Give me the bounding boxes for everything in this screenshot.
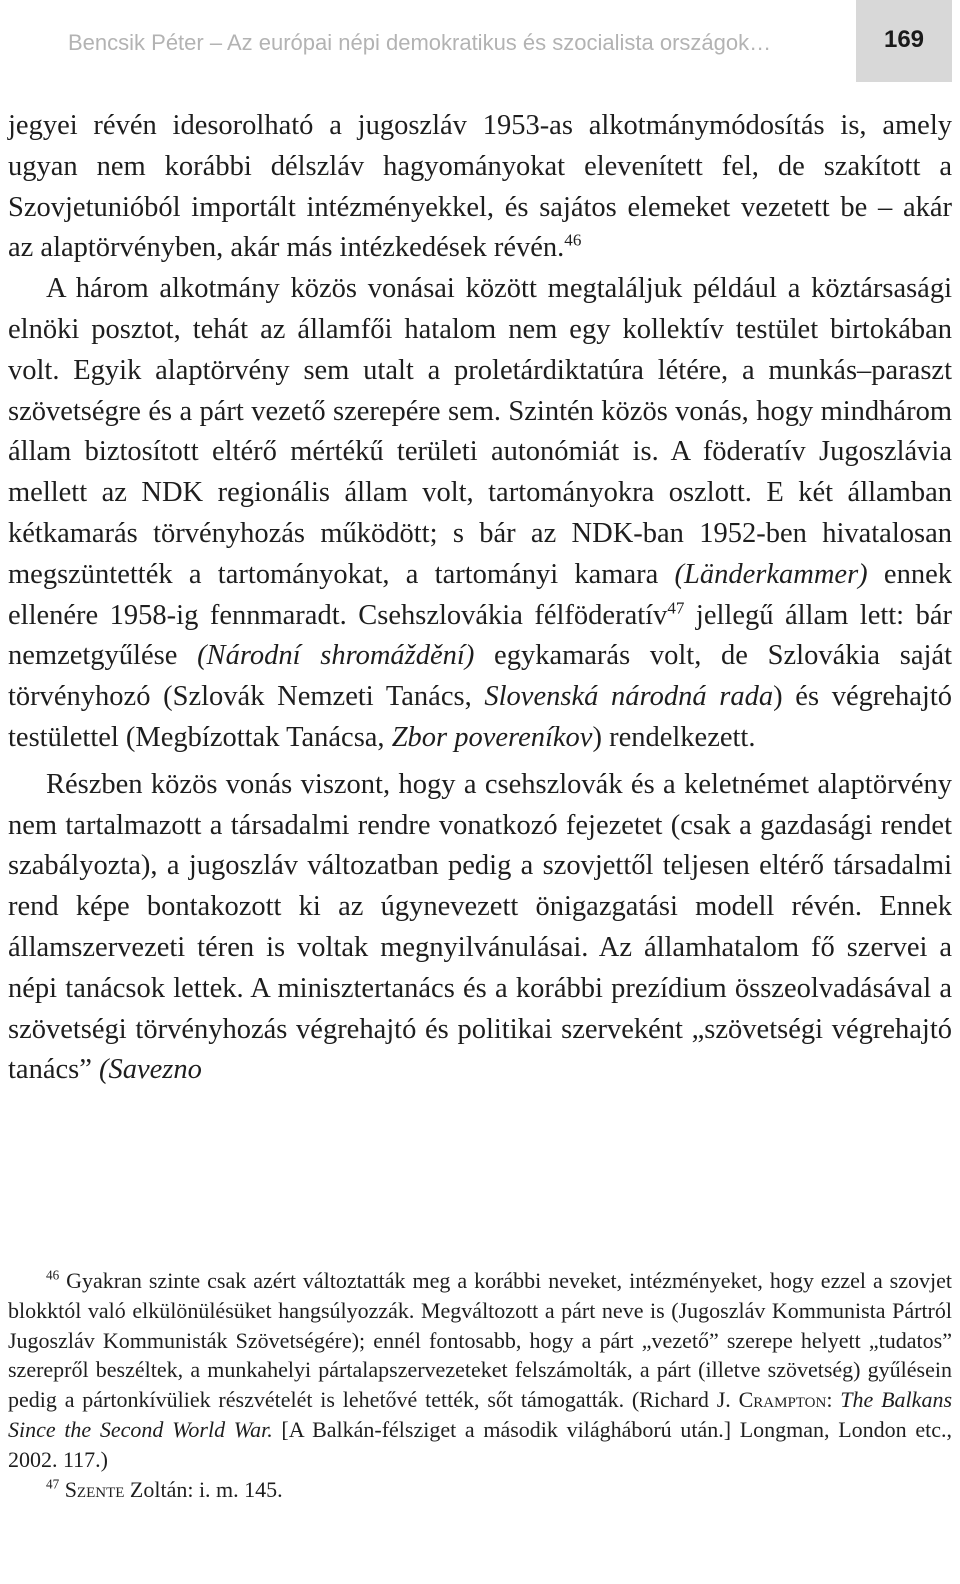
page-number: 169 bbox=[856, 0, 952, 82]
footnote-47: $^{47}$ Szente Zoltán: i. m. 145. bbox=[46, 1476, 283, 1502]
page-header bbox=[0, 0, 960, 82]
body-text bbox=[8, 106, 952, 1091]
paragraph-common-features: A három alkotmány közös vonásai között megtaláljuk például a köztársasági elnöki posztot, tehát az államfői hatalom nem egy kollektív testület birtokában volt. Egyik alaptörvény sem utalt a proletárdiktatúra létére, a munkás–paraszt szövetségre és a párt vezető szerepére sem. Szintén közös vonás, hogy mindhárom állam biztosított eltérő mértékű területi autonómiát is. A föderatív Jugoszlávia mellett az NDK regionális állam volt, tartományokra oszlott. E két államban kétkamarás törvényhozás működött; s bár az NDK-ban 1952-ben hivatalosan megszüntették a tartományokat, a tartományi kamara (Länderkammer) ennek ellenére 1958-ig fennmaradt. Csehszlovákia félföderatív$^{47}$ jellegű állam lett: bár nemzetgyűlése (Národní shromáždění) egykamarás volt, de Szlovákia saját törvényhozó (Szlovák Nemzeti Tanács, Slovenská národná rada) és végrehajtó testülettel (Megbízottak Tanácsa, Zbor povereníkov) rendelkezett. bbox=[8, 273, 953, 753]
footnote-46: $^{46}$ Gyakran szinte csak azért változtatták meg a korábbi neveket, intézményeket, hogy ezzel a szovjet blokktól való elkülönülésüket hangsúlyozzák. Megváltozott a párt neve is (Jugoszláv Kommunista Pártról Jugoszláv Kommunisták Szövetségére); ennél fontosabb, hogy a párt „vezető” szerepe helyett „tudatos” szerepről beszéltek, a munkahelyi pártalapszervezeteket felszámolták, a párt (illetve szövetség) gyűlésein pedig a pártonkívüliek részvételét is lehetővé tették, sőt támogatták. (Richard J. Crampton: The Balkans Since the Second World War. [A Balkán-félsziget a második világháború után.] Longman, London etc., 2002. 117.) bbox=[8, 1267, 953, 1472]
paragraph-continuation: jegyei révén idesorolható a jugoszláv 1953-as alkotmánymódosítás is, amely ugyan nem korábbi délszláv hagyományokat elevenített fel, de szakított a Szovjetunióból importált intézményekkel, és sajátos elemeket vezetett be – akár az alaptörvényben, akár más intézkedések révén.$^{46}$ bbox=[8, 110, 952, 264]
footnote-ref-47[interactable]: 47 bbox=[667, 598, 685, 618]
running-title: Bencsik Péter – Az európai népi demokratikus és szocialista országok… bbox=[68, 30, 772, 55]
paragraph-partial-features: Részben közös vonás viszont, hogy a csehszlovák és a keletnémet alaptörvény nem tartalmazott a társadalmi rendre vonatkozó fejezetet (csak a gazdasági rendet szabályozta), a jugoszláv változatban pedig a szovjettől teljesen eltérő társadalmi rend képe bontakozott ki az úgynevezett önigazgatási modell révén. Ennek államszervezeti téren is voltak megnyilvánulásai. Az államhatalom fő szervei a népi tanácsok lettek. A minisztertanács és a korábbi prezídium összeolvadásával a szövetségi törvényhozás végrehajtó és politikai szerveként „szövetségi végrehajtó tanács” (Savezno bbox=[8, 768, 952, 1086]
footnotes bbox=[8, 1266, 952, 1504]
footnote-ref-46[interactable]: 46 bbox=[564, 230, 582, 250]
